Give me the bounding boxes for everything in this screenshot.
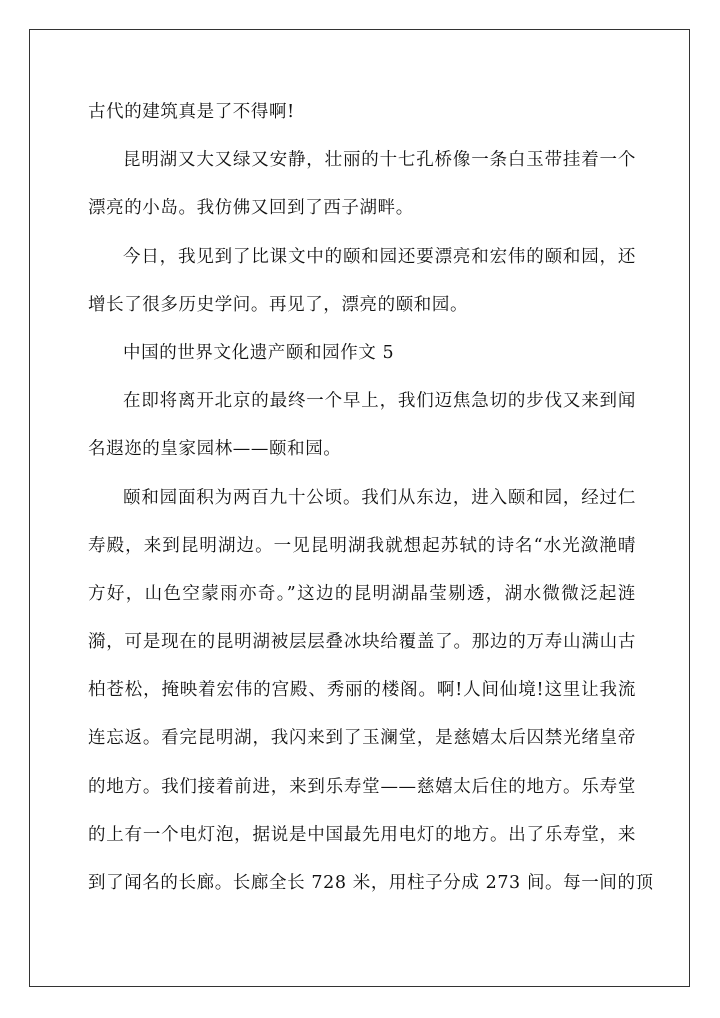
text-line-10: 寿殿，来到昆明湖边。一见昆明湖我就想起苏轼的诗名“水光潋滟晴	[88, 535, 636, 556]
text-line-5: 增长了很多历史学问。再见了，漂亮的颐和园。	[88, 294, 469, 315]
text-line-3: 漂亮的小岛。我仿佛又回到了西子湖畔。	[88, 198, 414, 219]
text-line-9: 颐和园面积为两百九十公顷。我们从东边，进入颐和园，经过仁	[123, 487, 636, 508]
text-line-13: 柏苍松，掩映着宏伟的宫殿、秀丽的楼阁。啊!人间仙境!这里让我流	[88, 680, 636, 701]
text-line-11: 方好，山色空蒙雨亦奇。”这边的昆明湖晶莹剔透，湖水微微泛起涟	[88, 583, 636, 604]
text-line-7: 在即将离开北京的最终一个早上，我们迈焦急切的步伐又来到闻	[123, 391, 636, 412]
text-line-12: 漪，可是现在的昆明湖被层层叠冰块给覆盖了。那边的万寿山满山古	[88, 632, 636, 653]
text-line-17: 到了闻名的长廊。长廊全长 728 米，用柱子分成 273 间。每一间的顶	[88, 873, 654, 893]
text-line-2: 昆明湖又大又绿又安静，壮丽的十七孔桥像一条白玉带挂着一个	[123, 150, 636, 171]
text-line-15: 的地方。我们接着前进，来到乐寿堂——慈嬉太后住的地方。乐寿堂	[88, 776, 636, 797]
text-line-14: 连忘返。看完昆明湖，我闪来到了玉澜堂，是慈嬉太后囚禁光绪皇帝	[88, 728, 636, 749]
text-line-1: 古代的建筑真是了不得啊!	[88, 102, 295, 122]
section-heading: 中国的世界文化遗产颐和园作文 5	[123, 342, 395, 363]
text-line-16: 的上有一个电灯泡，据说是中国最先用电灯的地方。出了乐寿堂，来	[88, 824, 636, 845]
text-line-8: 名遐迩的皇家园林——颐和园。	[88, 439, 342, 460]
document-body	[88, 88, 654, 907]
text-line-4: 今日，我见到了比课文中的颐和园还要漂亮和宏伟的颐和园，还	[123, 246, 636, 267]
